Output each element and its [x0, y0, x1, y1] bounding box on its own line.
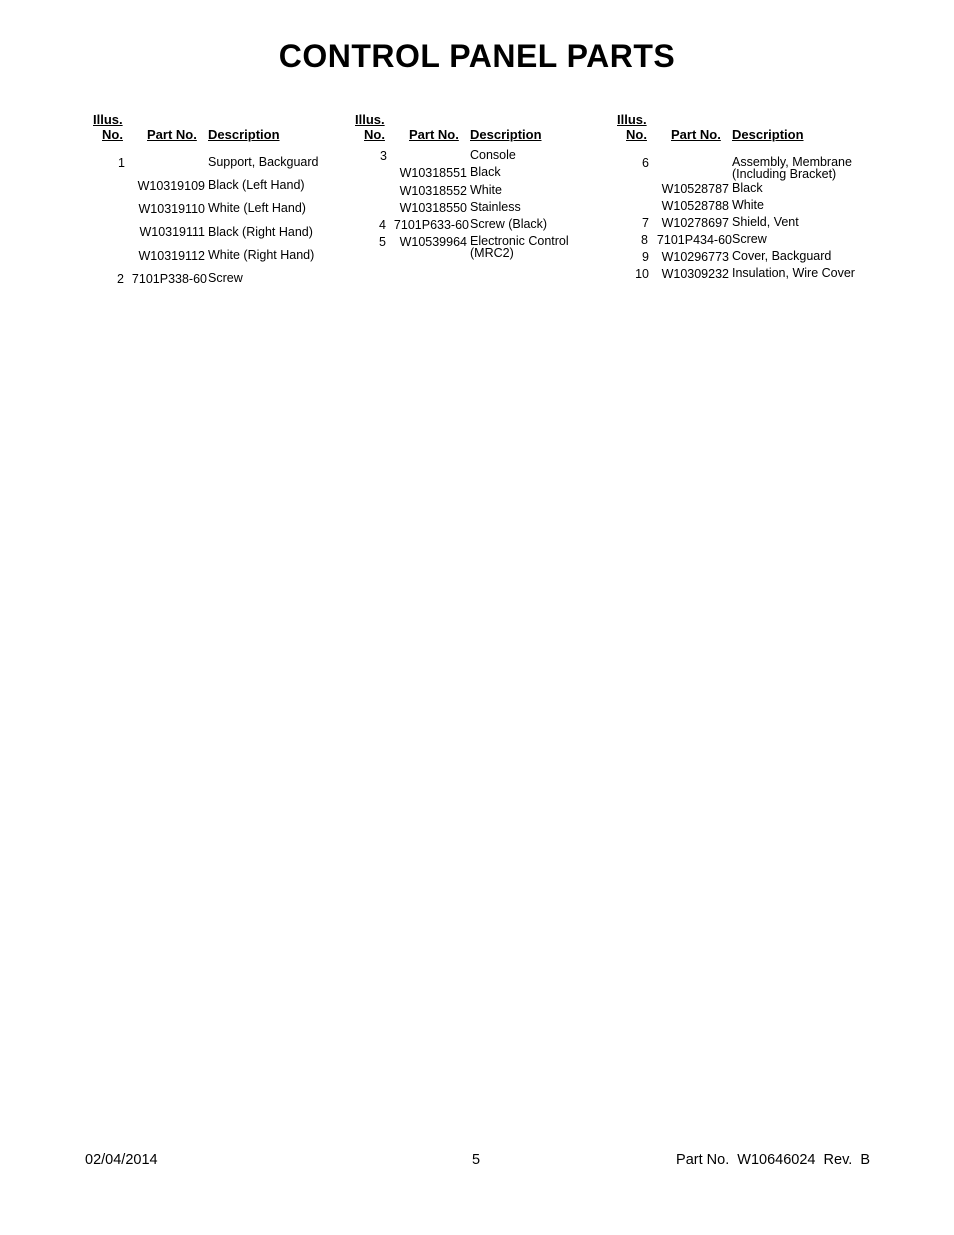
header-illus: Illus.	[355, 112, 385, 127]
parts-column-1	[92, 110, 354, 286]
illus-number: 1	[118, 156, 125, 170]
part-description: White (Left Hand)	[208, 201, 306, 215]
part-number: W10319109	[137, 179, 205, 193]
part-description: Black (Left Hand)	[208, 178, 305, 192]
part-description: White	[732, 198, 764, 212]
footer-page-number: 5	[472, 1152, 481, 1168]
illus-number: 7	[642, 216, 649, 230]
illus-number: 9	[642, 250, 649, 264]
part-number: W10318552	[399, 184, 467, 198]
part-description: Insulation, Wire Cover	[732, 266, 855, 280]
illus-number: 6	[642, 156, 649, 170]
table-header	[354, 110, 616, 144]
part-description: Black (Right Hand)	[208, 225, 313, 239]
part-description: Support, Backguard	[208, 155, 319, 169]
illus-number: 4	[379, 218, 386, 232]
parts-column-2	[354, 110, 616, 260]
header-no: No.	[102, 127, 123, 142]
part-number: W10319110	[138, 202, 205, 216]
part-number: W10528788	[661, 199, 729, 213]
part-number: W10278697	[661, 216, 729, 230]
part-description: Black	[470, 165, 501, 179]
part-description: Electronic Control (MRC2)	[470, 234, 569, 260]
part-description: Shield, Vent	[732, 215, 799, 229]
part-number: W10309232	[661, 267, 729, 281]
part-description: Screw (Black)	[470, 217, 548, 231]
part-number: W10528787	[661, 182, 729, 196]
part-description: White	[470, 183, 502, 197]
header-part-no: Part No.	[409, 127, 459, 142]
footer-date: 02/04/2014	[85, 1152, 158, 1168]
part-description: Stainless	[470, 200, 521, 214]
part-number: W10318550	[399, 201, 467, 215]
page-title: CONTROL PANEL PARTS	[278, 38, 676, 74]
part-number: W10319112	[138, 249, 205, 263]
part-number: 7101P633-60	[393, 218, 469, 232]
part-number: W10539964	[399, 235, 467, 249]
part-description: Black	[732, 181, 763, 195]
part-description: Screw	[208, 271, 243, 285]
part-number: W10318551	[399, 166, 467, 180]
parts-column-3	[616, 110, 878, 281]
header-description: Description	[732, 127, 804, 142]
illus-number: 3	[380, 149, 387, 163]
illus-number: 2	[117, 272, 124, 286]
part-number: 7101P338-60	[131, 272, 207, 286]
footer-part-number: Part No. W10646024 Rev. B	[676, 1152, 870, 1168]
table-header	[92, 110, 354, 144]
part-description: White (Right Hand)	[208, 248, 315, 262]
header-description: Description	[470, 127, 542, 142]
part-description: Cover, Backguard	[732, 249, 832, 263]
part-number: 7101P434-60	[656, 233, 732, 247]
table-header	[616, 110, 878, 144]
header-no: No.	[626, 127, 647, 142]
part-description: Screw	[732, 232, 767, 246]
header-illus: Illus.	[93, 112, 123, 127]
part-description: Console	[470, 148, 516, 162]
header-part-no: Part No.	[147, 127, 197, 142]
part-number: W10319111	[139, 225, 205, 239]
header-illus: Illus.	[617, 112, 647, 127]
part-number: W10296773	[661, 250, 729, 264]
illus-number: 8	[641, 233, 648, 247]
illus-number: 5	[379, 235, 386, 249]
header-description: Description	[208, 127, 280, 142]
header-no: No.	[364, 127, 385, 142]
part-description: Assembly, Membrane (Including Bracket)	[732, 155, 852, 181]
header-part-no: Part No.	[671, 127, 721, 142]
illus-number: 10	[635, 267, 649, 281]
